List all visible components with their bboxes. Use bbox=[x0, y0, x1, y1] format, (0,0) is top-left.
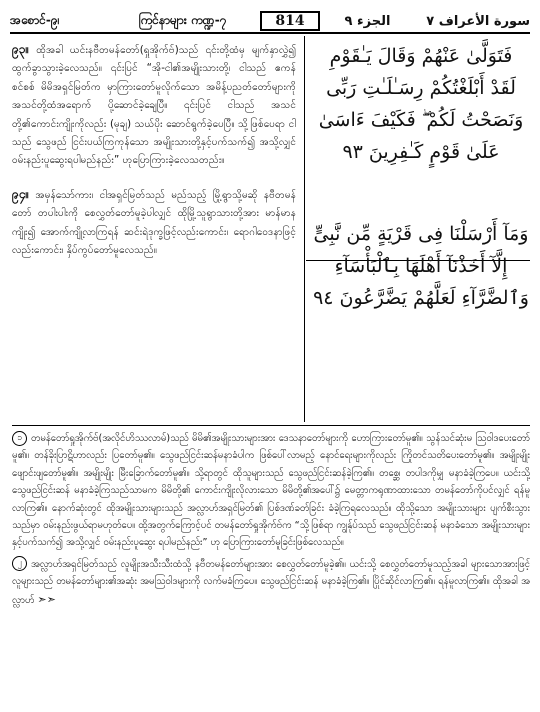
arabic-line: وَنَصَحْتُ لَكُمْ ۖ فَكَيْفَ ءَاسَىٰ bbox=[318, 109, 524, 131]
header-volume: အစောင်-၉၊ bbox=[10, 13, 60, 27]
arabic-line: عَلَىٰ قَوْمٍ كَـٰفِرِينَ ٩٣ bbox=[342, 141, 500, 163]
footnote-text: အလ္လာဟ်အရှင်မြတ်သည် လူမျိုးအသီးသီးထံသို့ နဗီတမန်တော်များအား စေလွှတ်တော်မူခဲ့၏။ ယင်းသို့ စေလွှတ်တော်မူသည့်အခါ များသောအားဖြင့် လူများသည် တမန်တော်များ၏အဆုံး အမသြဝါဒများကို လက်မခံကြပေ။ သွေဖည်ငြင်းဆန် မနာခံခဲ့ကြ၏။ ပြိုင်ဆိုင်လာကြ၏။ ရန်မူလာကြ၏။ ထိုအခါ အလ္လာဟ် bbox=[12, 558, 530, 606]
verse-text: အမှန်သော်ကား၊ ငါအရှင်မြတ်သည် မည်သည့် မြို့ရွာသို့မဆို နဗီတမန်တော် တပါးပါးကို စေလွှတ်တော်မူခဲ့ပါလျှင် ထိုမြို့သူရွာသားတို့အား မာန်မာနကျိုး၍ အောက်ကျို့လာကြရန် ဆင်းရဲဒုက္ခဖြင့်လည်းကောင်း၊ ရောဂါဝေဒနာဖြင့်လည်းကောင်း၊ နှိပ်ကွပ်တော်မူလေသည်။ bbox=[12, 189, 296, 257]
footnote-rule bbox=[12, 425, 530, 426]
arabic-verse-94 bbox=[312, 218, 530, 314]
footnote-1 bbox=[12, 430, 530, 552]
verse-text: ထိုအခါ ယင်းနဗီတမန်တော်(ရှုအိုက်ဗ်)သည် ၎င်းတို့ထံမှ မျက်နှာလွှဲ၍ ထွက်ခွာသွားခဲ့လေသည်။ ၎င်းပြင် “အို-ငါ၏အမျိုးသားတို့၊ ငါသည် ဧကန်စင်စစ် မိမိအရှင်မြတ်က မှာကြားတော်မူလိုက်သော အမိန့်ပညတ်တော်များကို အသင်တို့ထံအရောက် ပို့ဆောင်ခဲ့ချေပြီ။ ၎င်းပြင် ငါသည် အသင်တို့၏ကောင်းကျိုးကိုလည်း (မုချ) သယ်ပိုး ဆောင်ရွက်ခဲ့ပေပြီ။ သို့ဖြစ်ပေရာ ငါသည် သွေဖည် ငြင်းပယ်ကြကုန်သော အမျိုးသားတို့နှင့်ပက်သက်၍ အသို့လျှင် ဝမ်းနည်းပူဆွေးရပါမည်နည်း” ဟုပြောကြားခဲ့လေသတည်း။ bbox=[12, 45, 296, 167]
verse-translation-93 bbox=[12, 40, 296, 171]
footnote-2 bbox=[12, 556, 530, 609]
arabic-line: إِلَّآ أَخَذْنَآ أَهْلَهَا بِٱلْبَأْسَآءِ bbox=[334, 255, 508, 277]
page-number: 814 bbox=[260, 11, 320, 31]
header-surah: سورة الأعراف ٧ bbox=[426, 13, 530, 29]
arabic-line: فَتَوَلَّىٰ عَنْهُمْ وَقَالَ يَـٰقَوْمِ bbox=[329, 45, 513, 67]
continue-arrow-icon: ➣➣ bbox=[37, 592, 56, 606]
header-section: ကြင်နာများ ကဏ္ဍ-၇ bbox=[138, 13, 227, 27]
arabic-line: لَقَدْ أَبْلَغْتُكُمْ رِسَـٰلَـٰتِ رَبِّى bbox=[326, 77, 516, 99]
column-divider bbox=[304, 36, 305, 422]
arabic-verse-93 bbox=[312, 40, 530, 168]
footnote-marker: ၂ bbox=[12, 556, 27, 571]
footnote-text: တမန်တော်ရှုအိုက်ဗ်(အလိုင်ဟိဿလာမ်)သည် မိမိ၏အမျိုးသားများအား ဒေသနာတော်များကို ဟောကြားတော်မူ၏။ သွန်သင်ဆုံးမ သြဝါဒပေးတော်မူ၏။ တန်ခိုးပြာဋိဟာလည်း ပြတော်မူ၏။ သွေဖည်ငြင်းဆန်မနာခံပါက ဖြစ်ပေါ်လာမည့် နောင်ရေးများကိုလည်း ကြိုတင်သတိပေးတော်မူ၏။ အမျိုးမျိုး ဖျောင်းဖျတော်မူ၏။ အမျိုးမျိုး မြီးခြောက်တော်မူ၏။ သို့ရာတွင် ထိုသူများသည် သွေဖည်ငြင်းဆန်ခဲ့ကြ၏။ တစ္ဆေ၊ တပါဒကိုမျှ မနာခံခဲ့ကြပေ။ ယင်းသို့ သွေဖည်ငြင်းဆန် မနာခံခဲ့ကြသည်သာမက မိမိတို့၏ ကောင်းကျိုးလိုလားသော မိမိတို့၏အပေါ်၌ မေတ္တာကရုဏာထားသော တမန်တော်ကိုပင်လျှင် ရန်မူလာကြ၏။ နောက်ဆုံးတွင် ထိုအမျိုးသားများသည် အလ္လာဟ်အရှင်မြတ်၏ ပြစ်ဒဏ်ခတ်ခြင်း ခံခဲ့ကြရလေသည်။ ထိုသို့သော အမျိုးသားများ ပျက်စီးသွားသည်မှာ ဝမ်းနည်းဖွယ်ရာမဟုတ်ပေ။ ထို့အတွက်ကြောင့်ပင် တမန်တော်ရှုအိုက်ဗ်က “သို့ဖြစ်ရာ ကျွန်ုပ်သည် သွေဖည်ငြင်းဆန် မနာခံသော အမျိုးသားများနှင့်ပက်သက်၍ အသို့လျှင် ဝမ်းနည်းပူဆွေး ရပါမည်နည်း” ဟု ပြောကြားတော်မူခြင်းဖြစ်လေသည်။ bbox=[12, 433, 530, 549]
arabic-line: وَٱلضَّرَّآءِ لَعَلَّهُمْ يَضَّرَّعُونَ ٩٤ bbox=[313, 287, 529, 309]
header-juz: الجزء ٩ bbox=[344, 13, 391, 29]
verse-translation-94 bbox=[12, 185, 296, 261]
footnote-marker: ၁ bbox=[12, 431, 27, 446]
arabic-column bbox=[312, 40, 530, 314]
footnotes bbox=[12, 430, 530, 613]
verse-number: ၉၃။ bbox=[12, 42, 30, 56]
page-header bbox=[10, 10, 530, 34]
arabic-line: وَمَآ أَرْسَلْنَا فِى قَرْيَةٍ مِّن نَّبِىٍّ bbox=[313, 223, 529, 245]
verse-number: ၉၄။ bbox=[12, 186, 30, 201]
translation-column bbox=[12, 40, 296, 260]
